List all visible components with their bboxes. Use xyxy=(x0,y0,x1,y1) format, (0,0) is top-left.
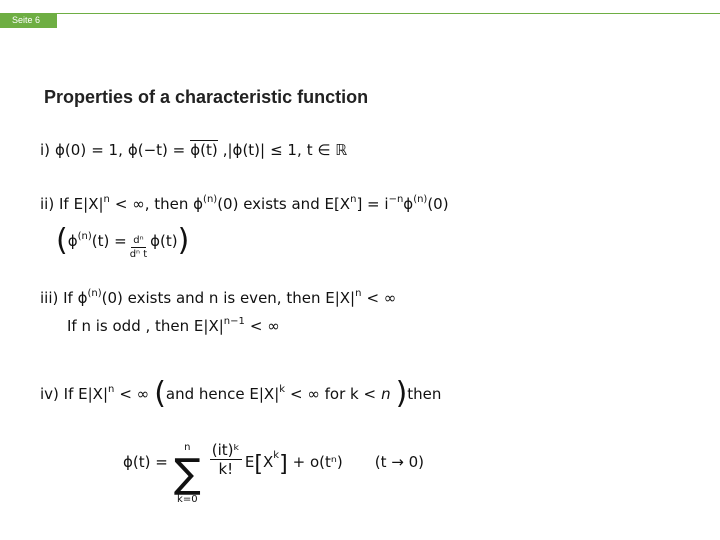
finite: < ∞ xyxy=(119,385,150,403)
exp-n-deriv: (n) xyxy=(203,194,218,205)
paren-close: ) xyxy=(395,376,408,411)
comma: , xyxy=(222,141,228,159)
summation xyxy=(174,442,201,506)
page-label: Seite 6 xyxy=(0,13,57,28)
series-fraction xyxy=(210,441,242,478)
bracket-open: [ xyxy=(254,451,263,477)
equals-i: ] = i xyxy=(356,195,389,213)
leq-one: ≤ 1, xyxy=(270,141,302,159)
property-ii-line1 xyxy=(40,195,449,213)
exp-n: n xyxy=(355,288,362,299)
property-i xyxy=(40,140,347,159)
for-k-text: < ∞ for k < xyxy=(290,385,377,403)
property-iii-text-b: (0) exists and n is even, then E|X| xyxy=(101,289,356,307)
paren-open: ( xyxy=(56,223,68,258)
equals-one: = 1, xyxy=(91,141,123,159)
moment-abs: E|X| xyxy=(73,195,104,213)
x-variable: X xyxy=(263,453,274,471)
frac-denominator: dⁿ t xyxy=(129,249,148,260)
derivative-fraction xyxy=(130,234,147,261)
exp-k: k xyxy=(279,384,286,395)
phi-zero: ϕ(0) xyxy=(55,141,87,159)
property-iv xyxy=(40,375,442,411)
exp-n2: n xyxy=(350,194,357,205)
property-ii-line2 xyxy=(56,222,189,264)
sum-lower-limit: k=0 xyxy=(177,494,198,505)
phi-symbol: ϕ xyxy=(403,195,414,213)
exp-n: n xyxy=(103,194,110,205)
property-i-label: i) xyxy=(40,141,51,159)
property-iii-text-a: iii) If ϕ xyxy=(40,289,88,307)
frac-denominator: k! xyxy=(218,459,234,478)
property-iii-text-c: < ∞ xyxy=(366,289,397,307)
limit-condition: (t → 0) xyxy=(374,453,424,471)
property-iii-odd-finite: < ∞ xyxy=(249,317,280,335)
paren-open: ( xyxy=(154,376,166,411)
sum-upper-limit: n xyxy=(184,442,191,453)
hence-text: and hence E|X| xyxy=(165,385,280,403)
taylor-expansion-formula xyxy=(123,430,424,505)
phi-conjugate: ϕ(t) xyxy=(190,141,218,159)
property-iii-line1 xyxy=(40,289,396,307)
exp-k: k xyxy=(273,449,280,461)
property-iii-line2 xyxy=(67,317,280,335)
property-iii-odd-text: If n is odd , then E|X| xyxy=(67,317,224,335)
t-equals: (t) = xyxy=(91,232,127,250)
bracket-close: ] xyxy=(279,451,288,477)
italic-n: n xyxy=(381,385,391,403)
at-zero: (0) xyxy=(427,195,449,213)
exp-n-minus-1: n−1 xyxy=(223,316,245,327)
finite-then: < ∞, then ϕ xyxy=(114,195,204,213)
exp-n-deriv2: (n) xyxy=(413,194,428,205)
exp-n: n xyxy=(108,384,115,395)
remainder-term: + o(tⁿ) xyxy=(292,453,343,471)
paren-close: ) xyxy=(177,223,190,258)
top-divider xyxy=(57,13,720,14)
exists-text: (0) exists and E[X xyxy=(217,195,351,213)
property-iv-label: iv) If E|X| xyxy=(40,385,108,403)
phi-abs: |ϕ(t)| xyxy=(227,141,266,159)
frac-numerator: (it)ᵏ xyxy=(211,440,240,459)
slide-title: Properties of a characteristic function xyxy=(44,87,369,107)
then-text: then xyxy=(407,385,442,403)
sigma-symbol: ∑ xyxy=(173,451,201,497)
phi-symbol-2: ϕ xyxy=(67,232,78,250)
exp-n-deriv: (n) xyxy=(87,288,102,299)
expectation-symbol: E xyxy=(244,453,255,471)
phi-negative-t: ϕ(−t) = xyxy=(127,141,186,159)
phi-t: ϕ(t) xyxy=(150,232,178,250)
exp-neg-n: −n xyxy=(388,194,404,205)
frac-numerator: dⁿ xyxy=(133,235,144,246)
t-domain: t ∈ ℝ xyxy=(306,141,348,159)
formula-lhs: ϕ(t) = xyxy=(123,453,168,471)
property-ii-label: ii) If xyxy=(40,195,69,213)
exp-n-deriv3: (n) xyxy=(77,231,92,242)
